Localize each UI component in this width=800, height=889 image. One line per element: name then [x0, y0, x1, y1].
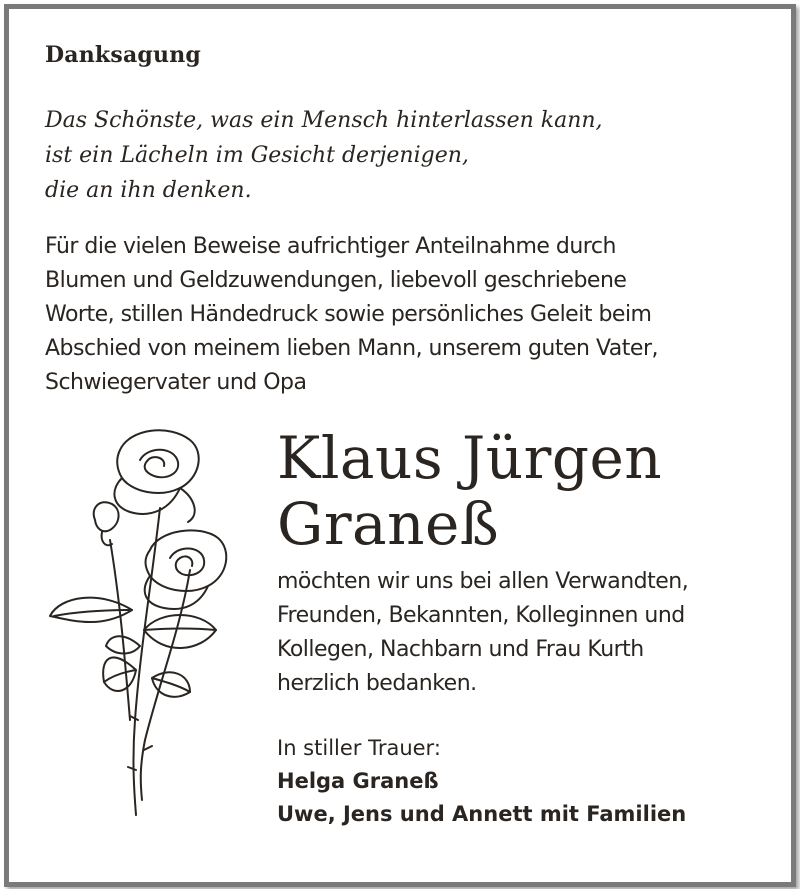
- mourners-intro: In stiller Trauer:: [277, 736, 441, 760]
- intro-line: Worte, stillen Händedruck sowie persönliches Geleit beim: [45, 302, 652, 327]
- intro-line: Blumen und Geldzuwendungen, liebevoll geschriebene: [45, 268, 627, 293]
- deceased-first-names: Klaus Jürgen: [277, 424, 663, 492]
- quote-line: die an ihn denken.: [45, 178, 252, 203]
- quote-line: Das Schönste, was ein Mensch hinterlassen kann,: [45, 108, 603, 133]
- roses-drawing-icon: [40, 420, 240, 820]
- intro-line: Abschied von meinem lieben Mann, unserem guten Vater,: [45, 336, 658, 361]
- mourner-name: Helga Graneß: [277, 769, 439, 793]
- deceased-surname: Graneß: [277, 490, 500, 558]
- thanks-line: Freunden, Bekannten, Kolleginnen und: [277, 603, 685, 628]
- mourners-block: [277, 732, 686, 831]
- memorial-quote: [45, 103, 765, 208]
- deceased-name: [277, 425, 662, 557]
- intro-line: Schwiegervater und Opa: [45, 370, 307, 395]
- mourner-name: Uwe, Jens und Annett mit Familien: [277, 802, 687, 826]
- thanks-line: Kollegen, Nachbarn und Frau Kurth: [277, 637, 644, 662]
- intro-paragraph: [45, 230, 775, 400]
- thanks-line: herzlich bedanken.: [277, 671, 477, 696]
- intro-line: Für die vielen Beweise aufrichtiger Anteilnahme durch: [45, 234, 616, 259]
- quote-line: ist ein Lächeln im Gesicht derjenigen,: [45, 143, 469, 168]
- thanks-line: möchten wir uns bei allen Verwandten,: [277, 569, 689, 594]
- thanks-paragraph: [277, 565, 688, 701]
- notice-heading: Danksagung: [45, 42, 201, 68]
